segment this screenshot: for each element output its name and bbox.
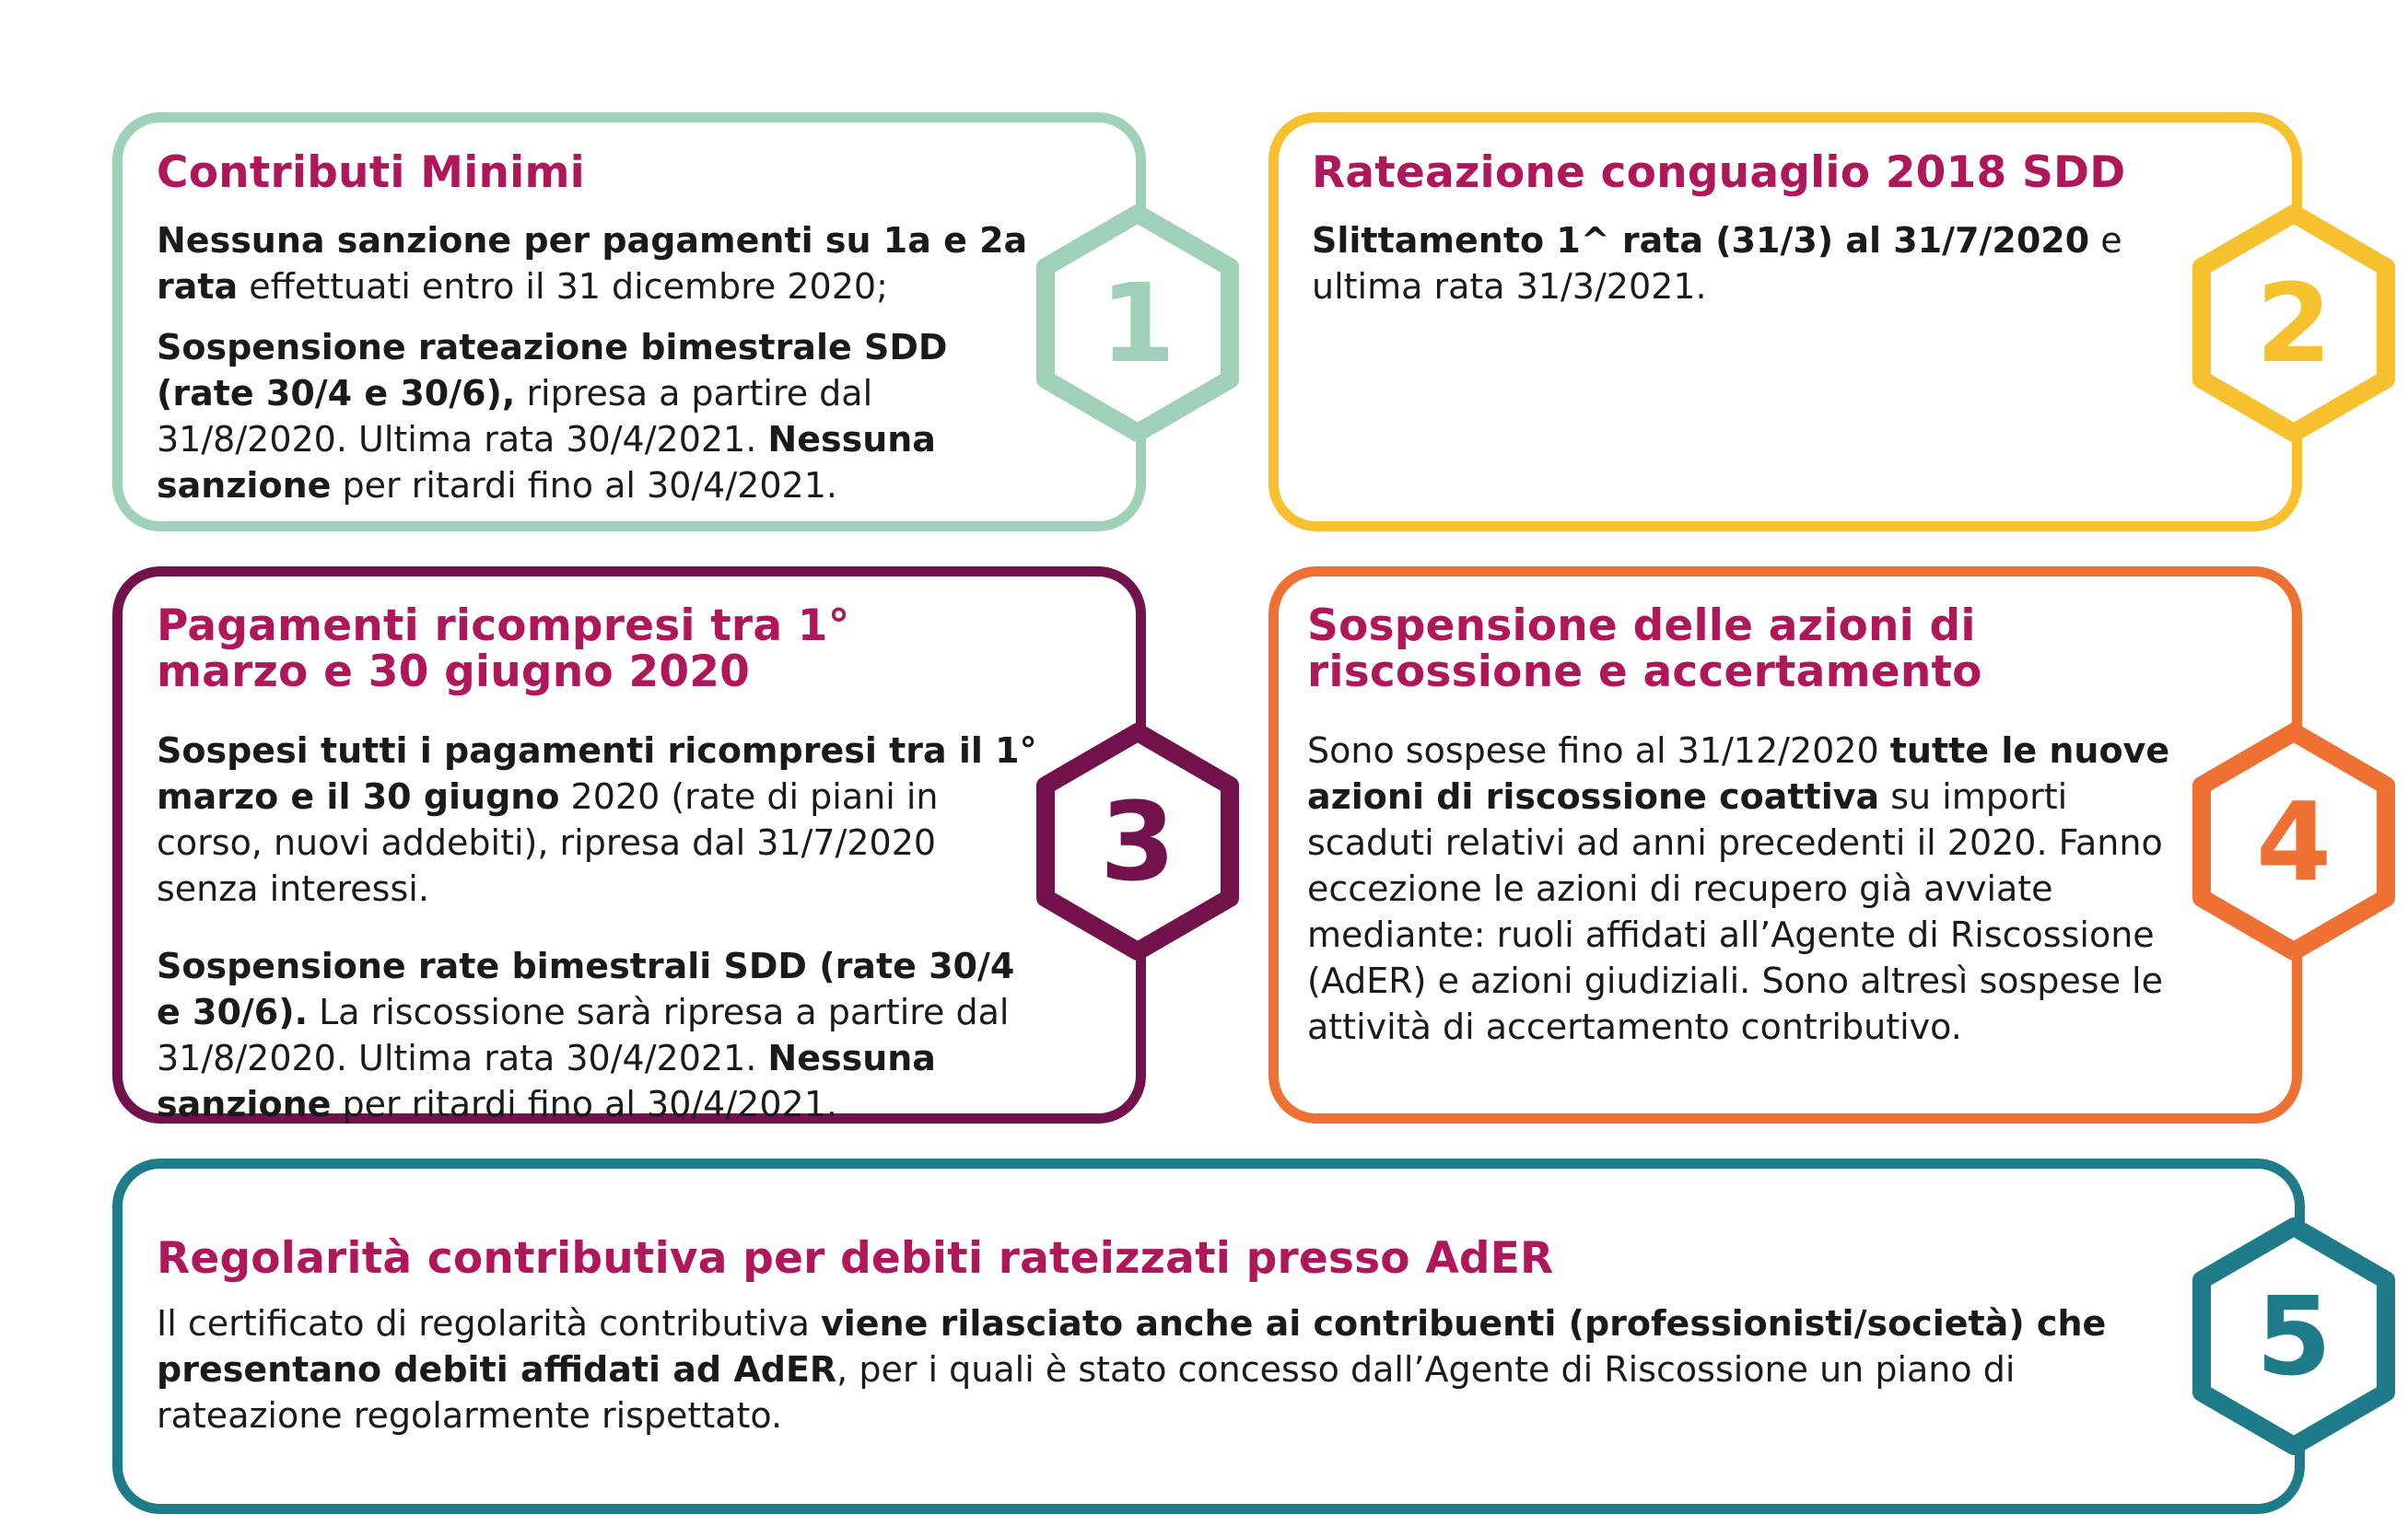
card-1-title: Contributi Minimi [157,147,585,198]
hexagon-2-icon [2189,203,2399,444]
card-5-p1-text-lead: Il certificato di regolarità contributiva [157,1303,821,1344]
card-4-p1-bold: tutte le nuove azioni di riscossione coattiva [1307,730,2170,817]
svg-text:2: 2 [2255,260,2332,387]
card-5-body [157,1300,2174,1439]
card-1-p2-text: ripresa a partire dal 31/8/2020. Ultima rata 30/4/2021. [157,373,873,460]
card-1-p2-bold: Sospensione rateazione bimestrale SDD (rate 30/4 e 30/6), [157,327,948,414]
number-badge-2 [2189,203,2399,444]
card-1-paragraph-1 [157,217,1041,309]
number-badge-4 [2189,721,2399,962]
svg-text:3: 3 [1099,778,1176,905]
card-1-p2-text-2: per ritardi fino al 30/4/2021. [331,465,837,506]
number-badge-5 [2189,1216,2399,1457]
card-4-p1-text: su importi scaduti relativi ad anni precedenti il 2020. Fanno eccezione le azioni di recupero già avviate mediante: ruoli affidati all’Agente di Riscossione (AdER) e azioni giudiziali. Sono altresì sospese le attività di accertamento contributivo. [1307,776,2163,1047]
card-3-p2-text: La riscossione sarà ripresa a partire dal 31/8/2020. Ultima rata 30/4/2021. [157,992,1010,1078]
svg-text:4: 4 [2255,778,2332,905]
card-4-p1-text-lead: Sono sospese fino al 31/12/2020 [1307,730,1890,771]
card-3-p1-text: 2020 (rate di piani in corso, nuovi addebiti), ripresa dal 31/7/2020 senza interessi. [157,776,939,909]
card-1-p1-text: effettuati entro il 31 dicembre 2020; [238,266,888,307]
card-4-body [1307,728,2192,1050]
hexagon-1-icon [1033,203,1243,444]
card-4-paragraph-1 [1307,728,2192,1050]
card-5-p1-text: , per i quali è stato concesso dall’Agente di Riscossione un piano di rateazione regolarmente rispettato. [157,1349,2016,1436]
hexagon-3-icon [1033,721,1243,962]
card-3-p2-bold-2: Nessuna sanzione [157,1038,936,1124]
card-3-p2-text-2: per ritardi fino al 30/4/2021. [331,1084,837,1124]
card-1-body [157,217,1041,508]
card-3-paragraph-2 [157,943,1041,1127]
svg-text:1: 1 [1099,260,1176,387]
card-2-paragraph-1 [1312,217,2196,309]
card-3-p1-bold: Sospesi tutti i pagamenti ricompresi tra il 1° marzo e il 30 giugno [157,730,1037,817]
card-4-title: Sospensione delle azioni di riscossione e accertamento [1307,600,1982,697]
number-badge-1 [1033,203,1243,444]
card-2-body [1312,217,2196,309]
card-3-p2-bold: Sospensione rate bimestrali SDD (rate 30/4 e 30/6). [157,946,1015,1032]
card-1-p1-bold: Nessuna sanzione per pagamenti su 1a e 2a rata [157,220,1028,307]
card-3-body [157,728,1041,1127]
svg-text:5: 5 [2255,1273,2332,1400]
card-2-p1-text: e ultima rata 31/3/2021. [1312,220,2122,307]
card-3-title: Pagamenti ricompresi tra 1° marzo e 30 giugno 2020 [157,600,850,697]
hexagon-4-icon [2189,721,2399,962]
hexagon-5-icon [2189,1216,2399,1457]
number-badge-3 [1033,721,1243,962]
card-2-p1-bold: Slittamento 1^ rata (31/3) al 31/7/2020 [1312,220,2090,261]
card-3-paragraph-1 [157,728,1041,912]
card-1-paragraph-2 [157,324,1041,508]
card-2-title: Rateazione conguaglio 2018 SDD [1312,147,2126,198]
card-5-p1-bold: viene rilasciato anche ai contribuenti (professionisti/società) che presentano debiti affidati ad AdER [157,1303,2107,1390]
card-5-paragraph-1 [157,1300,2174,1439]
card-1-p2-bold-2: Nessuna sanzione [157,419,936,506]
card-5-title: Regolarità contributiva per debiti rateizzati presso AdER [157,1233,1554,1284]
